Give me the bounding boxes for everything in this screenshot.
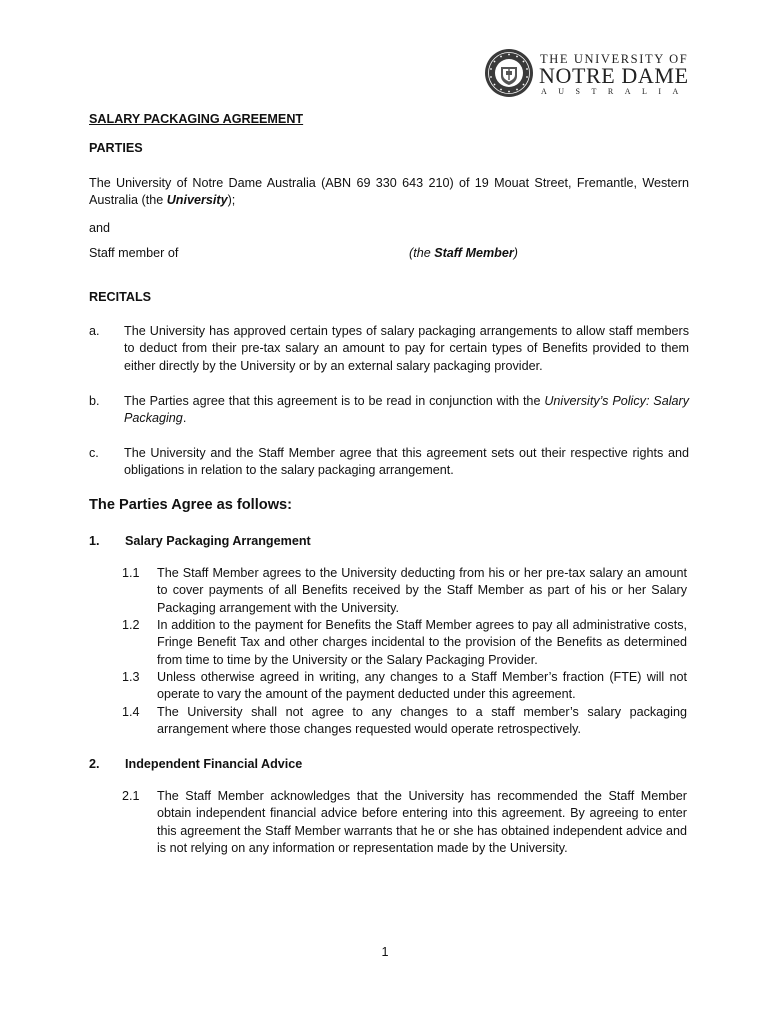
university-party-emphasis: University xyxy=(166,193,228,208)
recital-text: The University and the Staff Member agree that this agreement sets out their respective rights and obligations in relation to the salary packaging arrangement. xyxy=(124,446,689,478)
logo-text-line-2: NOTRE DAME xyxy=(539,63,689,88)
clause xyxy=(122,669,687,705)
recital-item xyxy=(89,393,689,429)
clause-text: The Staff Member acknowledges that the University has recommended the Staff Member obtain independent financial advice before entering into this agreement. By agreeing to enter this agreement the Staff Member warrants that he or she has obtained independent advice and is not relying on any information or representation made by the University. xyxy=(157,789,687,856)
clause xyxy=(122,788,687,860)
logo-text-line-3: AUSTRALIA xyxy=(541,87,690,96)
recital-marker: a. xyxy=(89,324,100,338)
section-heading xyxy=(89,756,689,774)
staff-suffix-open: (the xyxy=(409,246,435,260)
section-title: Salary Packaging Arrangement xyxy=(125,534,311,548)
document-title: SALARY PACKAGING AGREEMENT xyxy=(89,112,304,126)
recital-marker: c. xyxy=(89,446,99,460)
clause-text: In addition to the payment for Benefits the Staff Member agrees to pay all administrative costs, Fringe Benefit Tax and other charges incidental to the provision of the Benefits as determined from time to time by the University or the Salary Packaging Provider. xyxy=(157,618,687,667)
clause-number: 1.3 xyxy=(122,670,140,684)
section-number: 1. xyxy=(89,534,100,548)
recital-text: The University has approved certain types of salary packaging arrangements to allow staff members to deduct from their pre-tax salary an amount to pay for certain types of Benefits provided to them either directly by the University or by an external salary packaging provider. xyxy=(124,324,689,373)
section-title: Independent Financial Advice xyxy=(125,757,303,771)
staff-suffix-emphasis: Staff Member xyxy=(434,246,514,260)
agree-heading: The Parties Agree as follows: xyxy=(89,497,293,513)
clause-text: Unless otherwise agreed in writing, any changes to a Staff Member’s fraction (FTE) will not operate to vary the amount of the payment deducted under this agreement. xyxy=(157,670,687,702)
section-heading xyxy=(89,533,689,551)
university-logo xyxy=(484,48,690,100)
recitals-heading: RECITALS xyxy=(89,290,152,304)
and-connector: and xyxy=(89,221,111,235)
staff-party-suffix xyxy=(409,245,518,262)
clause xyxy=(122,704,687,740)
university-party-paragraph xyxy=(89,175,689,210)
clause-text: The Staff Member agrees to the University deducting from his or her pre-tax salary an amount to cover payments of all Benefits received by the Staff Member as part of his or her Salary Packaging arrangement with the University. xyxy=(157,566,687,615)
recital-text-body: The Parties agree that this agreement is to be read in conjunction with the xyxy=(124,394,545,408)
clause-number: 1.2 xyxy=(122,618,140,632)
clause-number: 1.1 xyxy=(122,566,140,580)
recital-text-end: . xyxy=(182,411,187,426)
clause-number: 2.1 xyxy=(122,789,140,803)
clause-text: The University shall not agree to any changes to a staff member’s salary packaging arrangement where those changes requested would operate retrospectively. xyxy=(157,705,687,737)
university-seal-icon xyxy=(484,48,534,98)
recital-item xyxy=(89,323,689,377)
section-number: 2. xyxy=(89,757,100,771)
clause xyxy=(122,565,687,619)
clause xyxy=(122,617,687,671)
recital-item xyxy=(89,445,689,481)
university-party-text: The University of Notre Dame Australia (ABN 69 330 643 210) of 19 Mouat Street, Fremantle, Western Australia (the xyxy=(89,176,689,208)
recital-marker: b. xyxy=(89,394,100,408)
staff-suffix-close: ) xyxy=(513,246,518,260)
clause-number: 1.4 xyxy=(122,705,140,719)
policy-reference: University’s Policy: Salary Packaging xyxy=(124,394,690,426)
page-number: 1 xyxy=(381,945,389,959)
logo-text-line-1: THE UNIVERSITY OF xyxy=(540,52,689,66)
recital-text xyxy=(124,393,689,428)
university-party-text-end: ); xyxy=(227,193,236,208)
parties-heading: PARTIES xyxy=(89,141,143,155)
staff-party-label: Staff member of xyxy=(89,246,179,260)
